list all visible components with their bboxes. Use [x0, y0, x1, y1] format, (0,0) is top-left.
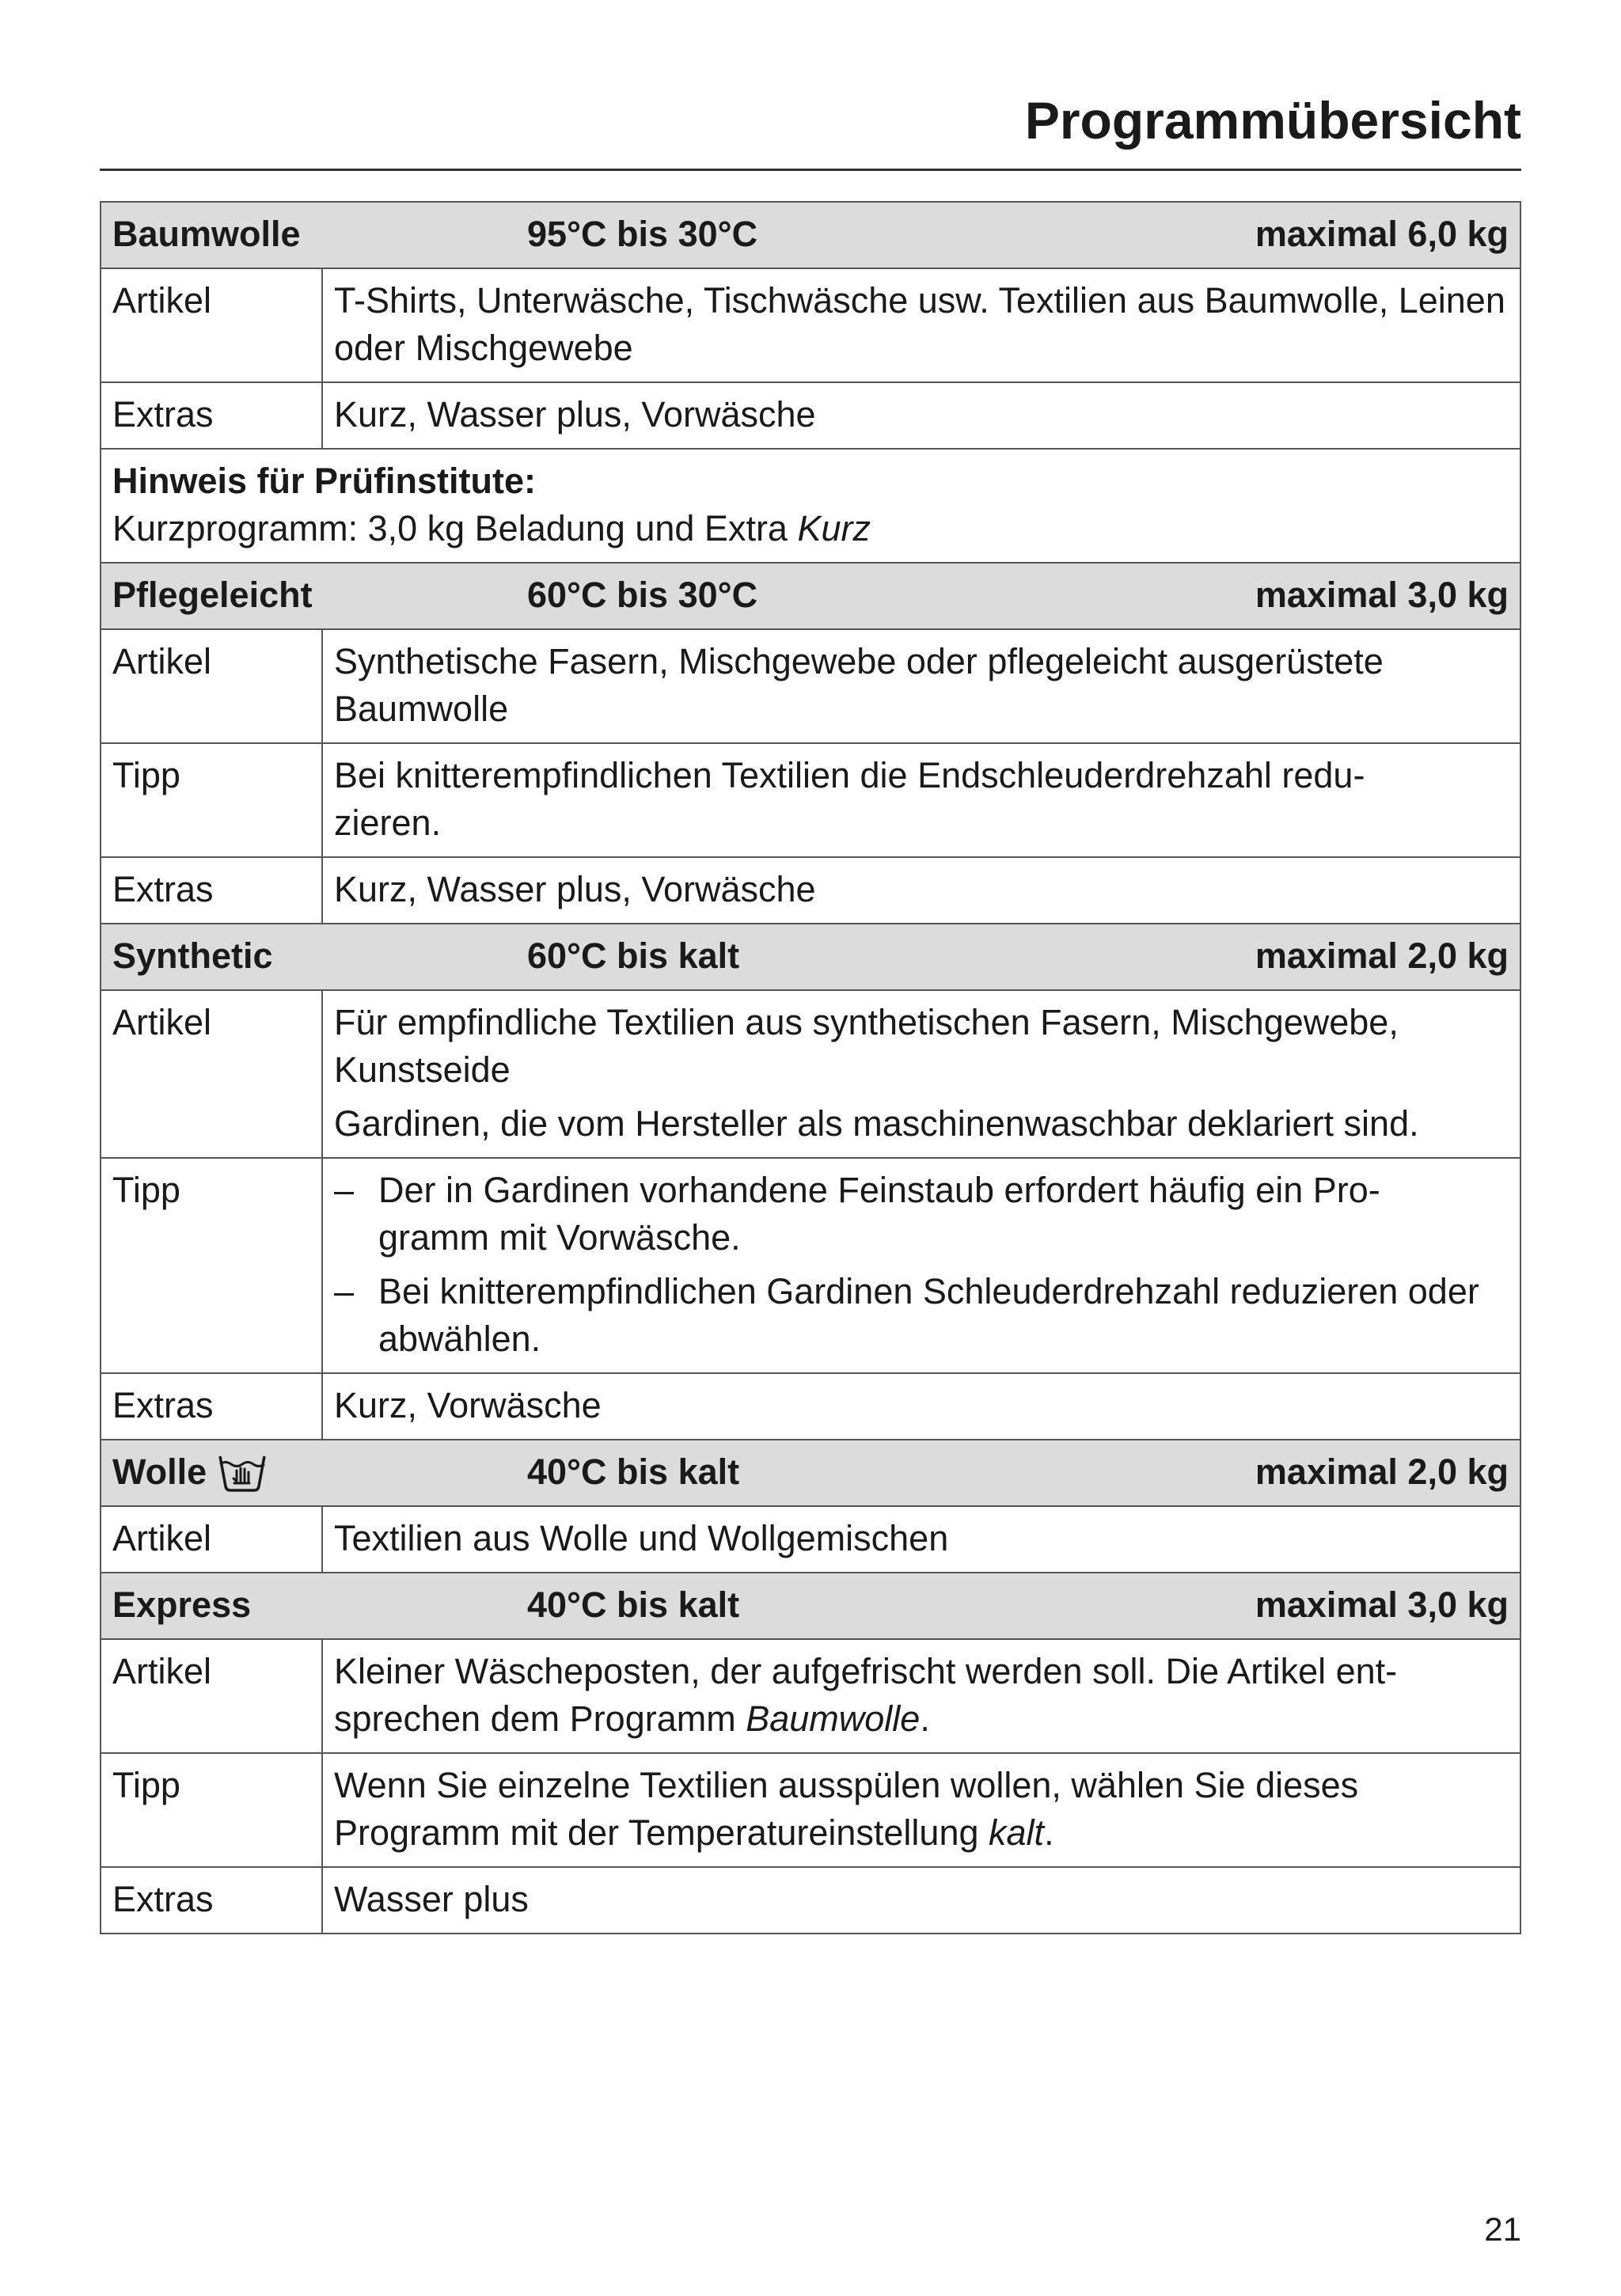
row-value: Kleiner Wäscheposten, der aufgefrischt werden soll. Die Artikel ent- sprechen dem Programm Baumwolle.	[322, 1639, 1520, 1753]
program-name: Wolle	[112, 1452, 207, 1492]
table-row	[101, 382, 1520, 449]
program-max-load: maximal 3,0 kg	[1255, 575, 1509, 615]
row-label: Tipp	[101, 1158, 322, 1373]
row-value: T-Shirts, Unterwäsche, Tischwäsche usw. Textilien aus Baumwolle, Leinen oder Mischgewebe	[322, 268, 1520, 382]
row-value: Für empfindliche Textilien aus synthetischen Fasern, Mischgewebe, Kunstseide Gardinen, die vom Hersteller als maschinenwaschbar deklariert sind.	[322, 990, 1520, 1158]
table-row	[101, 449, 1520, 563]
hand-wash-icon	[218, 1452, 267, 1493]
row-value: Synthetische Fasern, Mischgewebe oder pflegeleicht ausgerüstete Baumwolle	[322, 629, 1520, 743]
row-value: Wenn Sie einzelne Textilien ausspülen wollen, wählen Sie dieses Programm mit der Temperatureinstellung kalt.	[322, 1753, 1520, 1867]
row-value: Textilien aus Wolle und Wollgemischen	[322, 1506, 1520, 1573]
list-item: – Bei knitterempfindlichen Gardinen Schleuderdrehzahl reduzieren oder abwählen.	[334, 1271, 1479, 1359]
row-label: Extras	[101, 1373, 322, 1440]
note-title: Hinweis für Prüfinstitute:	[112, 461, 537, 501]
table-row	[101, 268, 1520, 382]
program-name: Synthetic	[112, 935, 273, 976]
table-row	[101, 1867, 1520, 1934]
program-table	[100, 201, 1521, 1934]
table-row	[101, 1506, 1520, 1573]
table-row	[101, 990, 1520, 1158]
row-label: Extras	[101, 1867, 322, 1934]
row-label: Extras	[101, 382, 322, 449]
table-row	[101, 1158, 1520, 1373]
list-item: – Der in Gardinen vorhandene Feinstaub erfordert häufig ein Pro- gramm mit Vorwäsche.	[334, 1170, 1380, 1258]
page-number: 21	[1484, 2211, 1521, 2248]
program-max-load: maximal 2,0 kg	[1255, 935, 1509, 976]
testing-note	[101, 449, 1520, 563]
header-divider	[100, 169, 1521, 171]
row-value: Kurz, Wasser plus, Vorwäsche	[322, 382, 1520, 449]
program-name: Pflegeleicht	[112, 575, 313, 615]
program-max-load: maximal 2,0 kg	[1255, 1452, 1509, 1492]
note-text: Kurzprogramm: 3,0 kg Beladung und Extra Kurz	[112, 508, 871, 548]
row-label: Artikel	[101, 629, 322, 743]
program-temperature: 95°C bis 30°C	[527, 214, 758, 254]
table-row	[101, 1373, 1520, 1440]
row-label: Artikel	[101, 990, 322, 1158]
row-label: Tipp	[101, 743, 322, 857]
row-value: Bei knitterempfindlichen Textilien die Endschleuderdrehzahl redu- zieren.	[322, 743, 1520, 857]
program-temperature: 60°C bis kalt	[527, 935, 740, 976]
table-row	[101, 629, 1520, 743]
row-label: Artikel	[101, 1639, 322, 1753]
program-temperature: 40°C bis kalt	[527, 1452, 740, 1492]
row-value: Kurz, Wasser plus, Vorwäsche	[322, 857, 1520, 924]
program-temperature: 40°C bis kalt	[527, 1584, 740, 1625]
program-temperature: 60°C bis 30°C	[527, 575, 758, 615]
program-header-pflegeleicht	[101, 563, 1520, 629]
row-value: Wasser plus	[322, 1867, 1520, 1934]
table-row	[101, 1639, 1520, 1753]
program-header-synthetic	[101, 924, 1520, 990]
program-max-load: maximal 3,0 kg	[1255, 1584, 1509, 1625]
row-value: Kurz, Vorwäsche	[322, 1373, 1520, 1440]
row-label: Extras	[101, 857, 322, 924]
program-name: Baumwolle	[112, 214, 301, 254]
page-title: Programmübersicht	[1024, 91, 1521, 150]
row-label: Tipp	[101, 1753, 322, 1867]
program-name: Express	[112, 1584, 252, 1625]
program-max-load: maximal 6,0 kg	[1255, 214, 1509, 254]
row-value	[322, 1158, 1520, 1373]
program-header-baumwolle	[101, 202, 1520, 268]
program-header-express	[101, 1573, 1520, 1639]
row-label: Artikel	[101, 268, 322, 382]
table-row	[101, 1753, 1520, 1867]
program-header-wolle	[101, 1440, 1520, 1506]
row-label: Artikel	[101, 1506, 322, 1573]
table-row	[101, 857, 1520, 924]
table-row	[101, 743, 1520, 857]
